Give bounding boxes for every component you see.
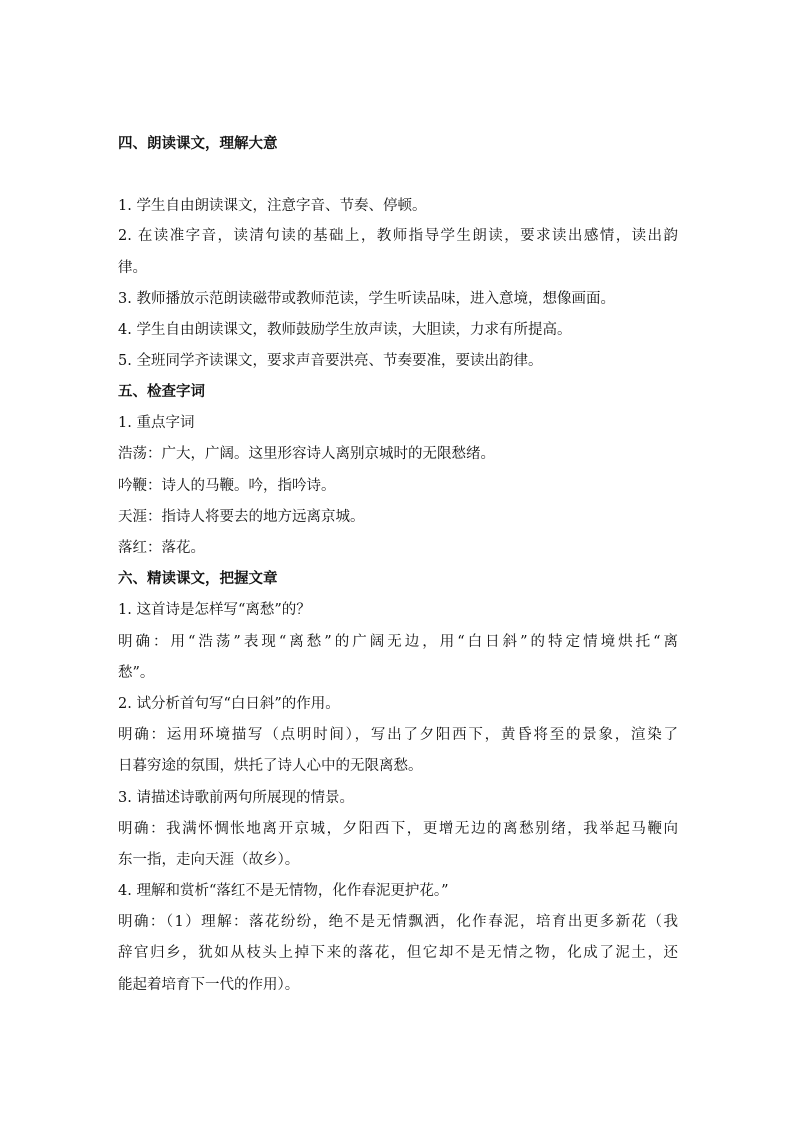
list-item: 能起着培育下一代的作用）。 [118,977,300,993]
list-item: 天涯：指诗人将要去的地方远离京城。 [118,509,365,525]
list-item: 吟鞭：诗人的马鞭。吟，指吟诗。 [118,478,336,494]
list-item: 1. 学生自由朗读课文，注意字音、节奏、停顿。 [118,198,427,214]
list-item: 4. 学生自由朗读课文，教师鼓励学生放声读，大胆读，力求有所提高。 [118,322,572,338]
list-item: 明确：我满怀惆怅地离开京城，夕阳西下，更增无边的离愁别绪，我举起马鞭向 [118,821,678,837]
list-item: 律。 [118,260,147,276]
list-item: 明确：（1）理解：落花纷纷，绝不是无情飘洒，化作春泥，培育出更多新花（我 [118,914,678,930]
section-heading-6: 六、精读课文，把握文章 [118,571,278,587]
list-item: 落红：落花。 [118,540,205,556]
list-item: 浩荡：广大，广阔。这里形容诗人离别京城时的无限愁绪。 [118,446,495,462]
list-item: 4. 理解和赏析“落红不是无情物，化作春泥更护花。” [118,883,449,899]
list-item: 明确：运用环境描写（点明时间），写出了夕阳西下，黄昏将至的景象，渲染了 [118,727,678,743]
list-item: 日暮穷途的氛围，烘托了诗人心中的无限离愁。 [118,758,423,774]
list-item: 2. 在读准字音，读清句读的基础上，教师指导学生朗读，要求读出感情，读出韵 [118,228,678,244]
section-heading-5: 五、检查字词 [118,384,205,400]
list-item: 愁”。 [118,665,155,681]
list-item: 2. 试分析首句写“白日斜”的作用。 [118,696,340,712]
list-item: 东一指，走向天涯（故乡）。 [118,852,300,868]
list-item: 1. 这首诗是怎样写“离愁”的？ [118,602,311,618]
section-heading-4: 四、朗读课文，理解大意 [118,136,278,152]
list-item: 辞官归乡，犹如从枝头上掉下来的落花，但它却不是无情之物，化成了泥土，还 [118,945,678,961]
list-item: 明确：用“浩荡”表现“离愁”的广阔无边，用“白日斜”的特定情境烘托“离 [118,634,678,650]
list-item: 5. 全班同学齐读课文，要求声音要洪亮、节奏要准，要读出韵律。 [118,353,543,369]
list-item: 3. 请描述诗歌前两句所展现的情景。 [118,790,354,806]
list-item: 1. 重点字词 [118,415,195,431]
list-item: 3. 教师播放示范朗读磁带或教师范读，学生听读品味，进入意境，想像画面。 [118,291,615,307]
